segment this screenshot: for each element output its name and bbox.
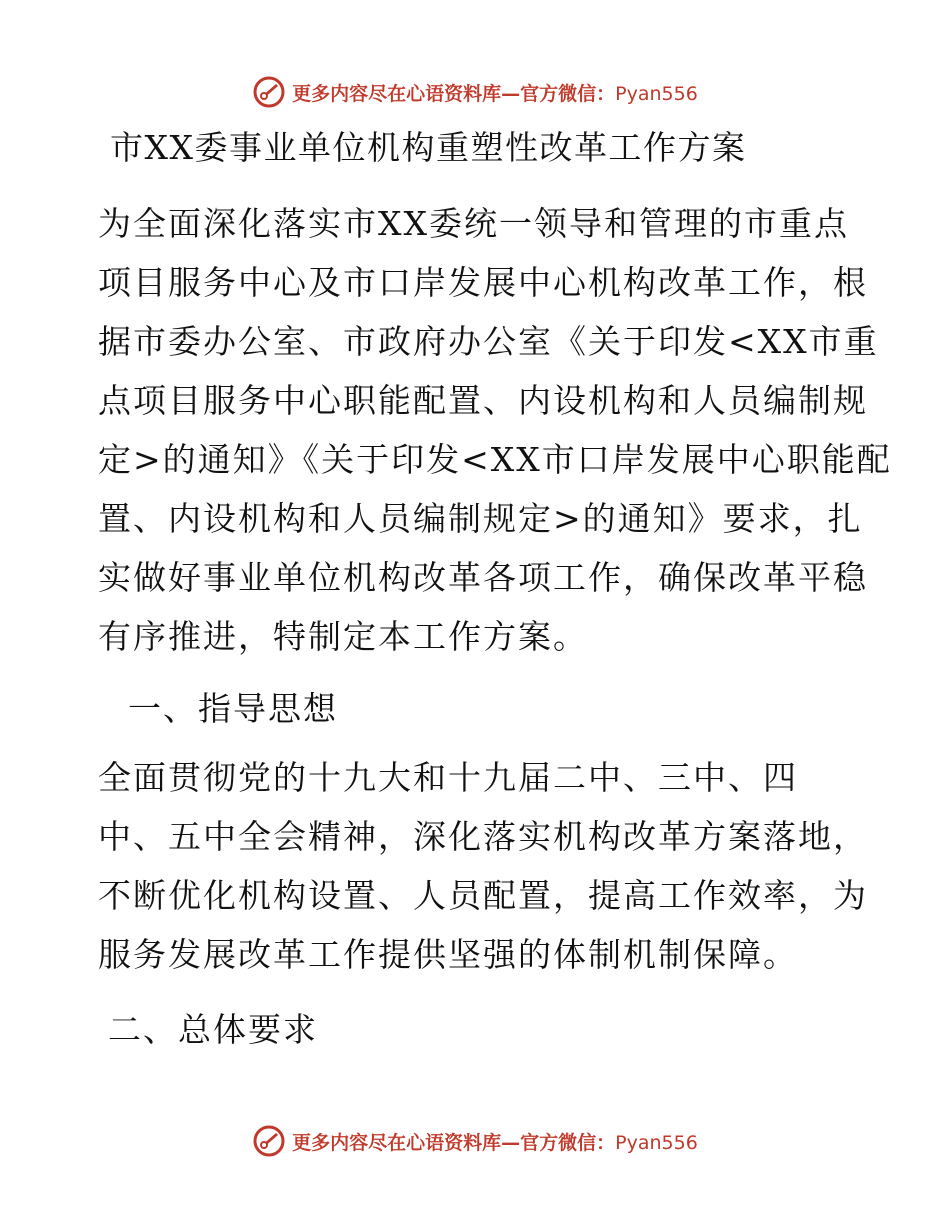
document-title: 市XX委事业单位机构重塑性改革工作方案 [110,128,747,167]
paragraph-line: 有序推进，特制定本工作方案。 [98,617,588,656]
footer-banner [0,1121,950,1161]
paragraph-line: 中、五中全会精神，深化落实机构改革方案落地， [98,817,868,856]
banner-text [292,79,698,106]
paragraph-intro [98,194,892,666]
paragraph-line: 全面贯彻党的十九大和十九届二中、三中、四 [98,758,798,797]
banner-wechat-id: Pyan556 [615,82,698,105]
paragraph-line: 定>的通知》《关于印发<XX市口岸发展中心职能配 [98,440,892,479]
paragraph-line: 置、内设机构和人员编制规定>的通知》要求，扎 [98,499,863,538]
paragraph-line: 实做好事业单位机构改革各项工作，确保改革平稳 [98,558,868,597]
paragraph-line: 服务发展改革工作提供坚强的体制机制保障。 [98,935,798,974]
paragraph-line: 为全面深化落实市XX委统一领导和管理的市重点 [98,204,849,243]
banner-wechat-id: Pyan556 [615,1131,698,1154]
paragraph-line: 不断优化机构设置、人员配置，提高工作效率，为 [98,876,868,915]
banner-label: 更多内容尽在心语资料库—官方微信： [292,1131,616,1154]
section-heading-guiding-ideology: 一、指导思想 [128,689,338,728]
paragraph-line: 据市委办公室、市政府办公室《关于印发<XX市重 [98,322,879,361]
banner-text [292,1128,698,1155]
logo-icon [252,75,286,109]
section-heading-general-requirements: 二、总体要求 [108,1010,318,1049]
logo-icon [252,1124,286,1158]
banner-label: 更多内容尽在心语资料库—官方微信： [292,82,616,105]
paragraph-line: 点项目服务中心职能配置、内设机构和人员编制规 [98,381,868,420]
header-banner [0,72,950,112]
paragraph-guiding-ideology [98,748,868,984]
paragraph-line: 项目服务中心及市口岸发展中心机构改革工作，根 [98,263,868,302]
